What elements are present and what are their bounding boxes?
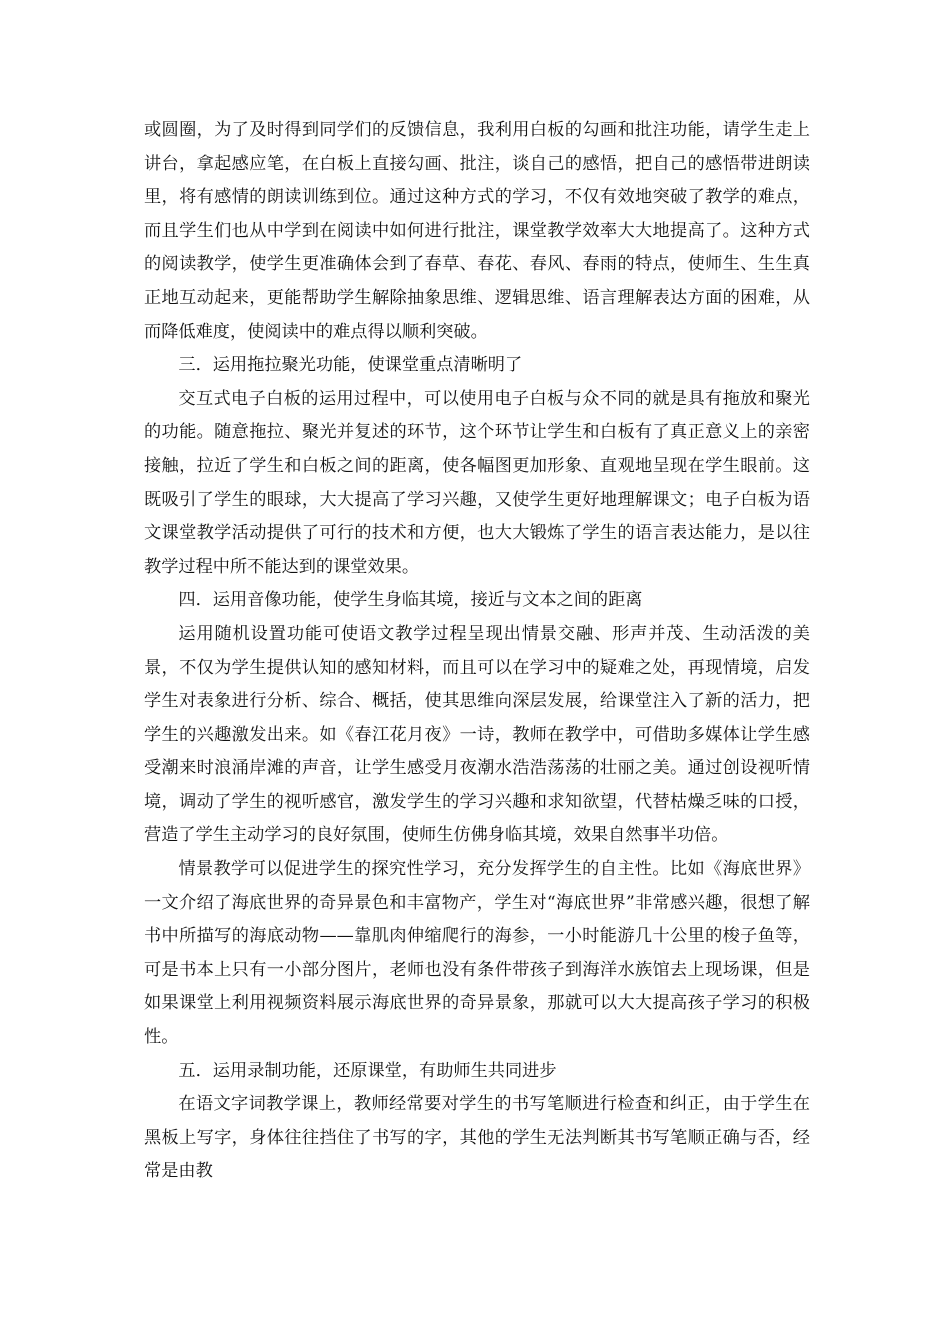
paragraph-audio-video: 运用随机设置功能可使语文教学过程呈现出情景交融、形声并茂、生动活泼的美景，不仅为学生提供认知的感知材料，而且可以在学习中的疑难之处，再现情境，启发学生对表象进行分析、综合、概括，使其思维向深层发展，给课堂注入了新的活力，把学生的兴趣激发出来。如《春江花月夜》一诗，教师在教学中，可借助多媒体让学生感受潮来时浪涌岸滩的声音，让学生感受月夜潮水浩浩荡荡的壮丽之美。通过创设视听情境，调动了学生的视听感官，激发学生的学习兴趣和求知欲望，代替枯燥乏味的口授，营造了学生主动学习的良好氛围，使师生仿佛身临其境，效果自然事半功倍。: [144, 623, 810, 846]
paragraph-recording: 在语文字词教学课上，教师经常要对学生的书写笔顺进行检查和纠正，由于学生在黑板上写字，身体往往挡住了书写的字，其他的学生无法判断其书写笔顺正确与否，经常是由教: [144, 1094, 810, 1182]
paragraph-continuation-whiteboard-annotation: 或圆圈，为了及时得到同学们的反馈信息，我利用白板的勾画和批注功能，请学生走上讲台，拿起感应笔，在白板上直接勾画、批注，谈自己的感悟，把自己的感悟带进朗读里，将有感情的朗读训练到位。通过这种方式的学习，不仅有效地突破了教学的难点，而且学生们也从中学到在阅读中如何进行批注，课堂教学效率大大地提高了。这种方式的阅读教学，使学生更准确体会到了春草、春花、春风、春雨的特点，使师生、生生真正地互动起来，更能帮助学生解除抽象思维、逻辑思维、语言理解表达方面的困难，从而降低难度，使阅读中的难点得以顺利突破。: [144, 120, 810, 342]
document-page: [144, 114, 810, 1189]
section-heading-recording: 五．运用录制功能，还原课堂，有助师生共同进步: [178, 1060, 557, 1081]
paragraph-drag-spotlight: 交互式电子白板的运用过程中，可以使用电子白板与众不同的就是具有拖放和聚光的功能。随意拖拉、聚光并复述的环节，这个环节让学生和白板有了真正意义上的亲密接触，拉近了学生和白板之间的距离，使各幅图更加形象、直观地呈现在学生眼前。这既吸引了学生的眼球，大大提高了学习兴趣，又使学生更好地理解课文；电子白板为语文课堂教学活动提供了可行的技术和方便，也大大锻炼了学生的语言表达能力，是以往教学过程中所不能达到的课堂效果。: [144, 388, 810, 577]
section-heading-audio-video: 四．运用音像功能，使学生身临其境，接近与文本之间的距离: [178, 590, 643, 611]
section-heading-drag-spotlight: 三．运用拖拉聚光功能，使课堂重点清晰明了: [178, 355, 523, 376]
paragraph-situational-teaching: 情景教学可以促进学生的探究性学习，充分发挥学生的自主性。比如《海底世界》一文介绍了海底世界的奇异景色和丰富物产，学生对“海底世界”非常感兴趣，很想了解书中所描写的海底动物——靠肌肉伸缩爬行的海参，一小时能游几十公里的梭子鱼等，可是书本上只有一小部分图片，老师也没有条件带孩子到海洋水族馆去上现场课，但是如果课堂上利用视频资料展示海底世界的奇异景象，那就可以大大提高孩子学习的积极性。: [144, 859, 810, 1048]
